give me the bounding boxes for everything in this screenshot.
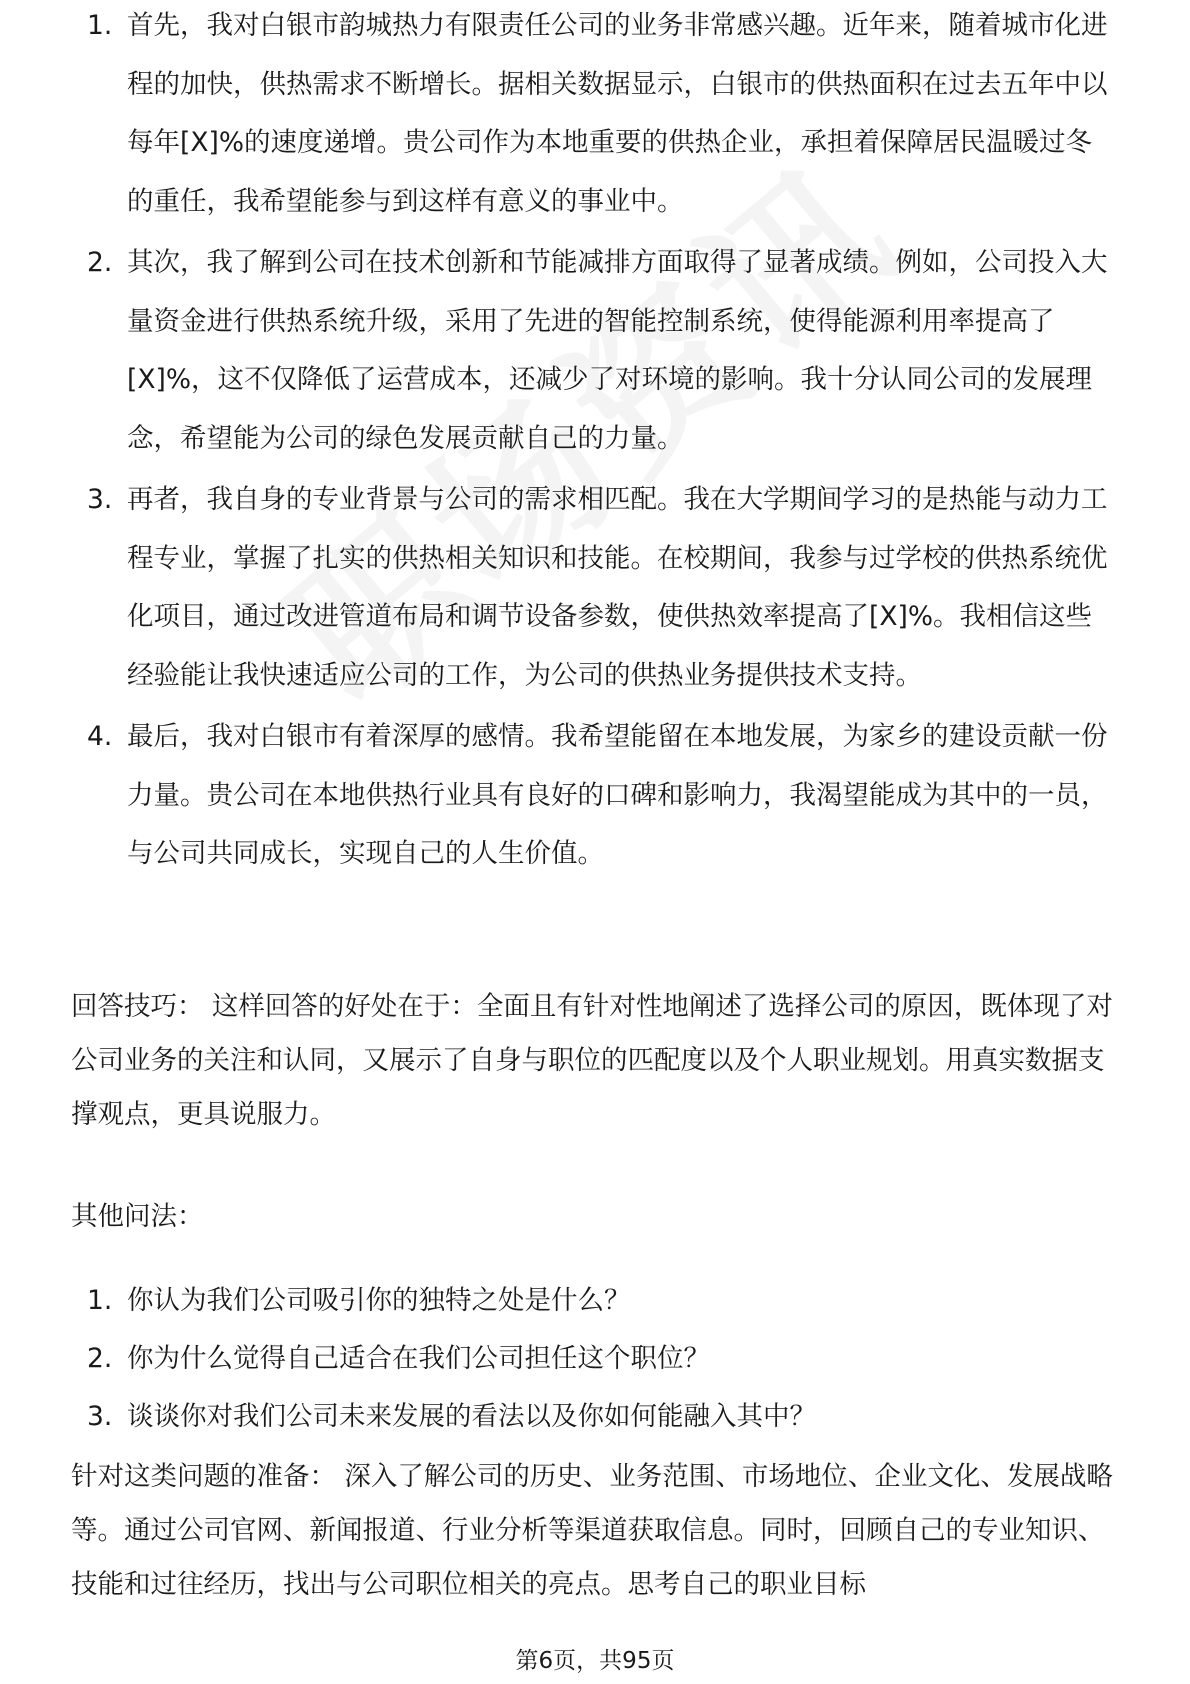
list-number: 1. — [87, 10, 113, 41]
list-number: 3. — [87, 1401, 113, 1432]
list-item — [0, 1330, 1117, 1388]
list-item — [0, 1272, 1117, 1330]
list-item-text: 首先，我对白银市韵城热力有限责任公司的业务非常感兴趣。近年来，随着城市化进程的加快，供热需求不断增长。据相关数据显示，白银市的供热面积在过去五年中以每年[X]%的速度递增。贵公司作为本地重要的供热企业，承担着保障居民温暖过冬的重任，我希望能参与到这样有意义的事业中。 — [127, 10, 1108, 217]
answer-list — [0, 10, 1117, 884]
page-footer: 第6页，共95页 — [515, 1648, 675, 1674]
preparation-paragraph: 针对这类问题的准备： 深入了解公司的历史、业务范围、市场地位、企业文化、发展战略等。通过公司官网、新闻报道、行业分析等渠道获取信息。同时，回顾自己的专业知识、技能和过往经历，找出与公司职位相关的亮点。思考自己的职业目标 — [71, 1461, 1113, 1600]
list-item — [0, 471, 1117, 705]
list-item-text: 再者，我自身的专业背景与公司的需求相匹配。我在大学期间学习的是热能与动力工程专业，掌握了扎实的供热相关知识和技能。在校期间，我参与过学校的供热系统优化项目，通过改进管道布局和调节设备参数，使供热效率提高了[X]%。我相信这些经验能让我快速适应公司的工作，为公司的供热业务提供技术支持。 — [127, 484, 1108, 691]
list-number: 3. — [87, 484, 113, 515]
list-item-text: 你认为我们公司吸引你的独特之处是什么？ — [127, 1285, 631, 1316]
list-number: 2. — [87, 247, 113, 278]
other-questions-list — [0, 1272, 1117, 1446]
other-questions-label: 其他问法： — [71, 1201, 204, 1232]
list-item — [0, 708, 1117, 884]
list-item — [0, 1388, 1117, 1446]
list-item — [0, 0, 1117, 231]
list-number: 4. — [87, 721, 113, 752]
list-item — [0, 234, 1117, 468]
list-item-text: 最后，我对白银市有着深厚的感情。我希望能留在本地发展，为家乡的建设贡献一份力量。贵公司在本地供热行业具有良好的口碑和影响力，我渴望能成为其中的一员，与公司共同成长，实现自己的人生价值。 — [127, 721, 1108, 869]
list-item-text: 你为什么觉得自己适合在我们公司担任这个职位？ — [127, 1343, 710, 1374]
list-number: 2. — [87, 1343, 113, 1374]
answer-tips-paragraph: 回答技巧： 这样回答的好处在于：全面且有针对性地阐述了选择公司的原因，既体现了对公司业务的关注和认同，又展示了自身与职位的匹配度以及个人职业规划。用真实数据支撑观点，更具说服力。 — [71, 991, 1113, 1130]
list-item-text: 其次，我了解到公司在技术创新和节能减排方面取得了显著成绩。例如，公司投入大量资金进行供热系统升级，采用了先进的智能控制系统，使得能源利用率提高了[X]%，这不仅降低了运营成本，还减少了对环境的影响。我十分认同公司的发展理念，希望能为公司的绿色发展贡献自己的力量。 — [127, 247, 1108, 454]
list-number: 1. — [87, 1285, 113, 1316]
list-item-text: 谈谈你对我们公司未来发展的看法以及你如何能融入其中？ — [127, 1401, 816, 1432]
